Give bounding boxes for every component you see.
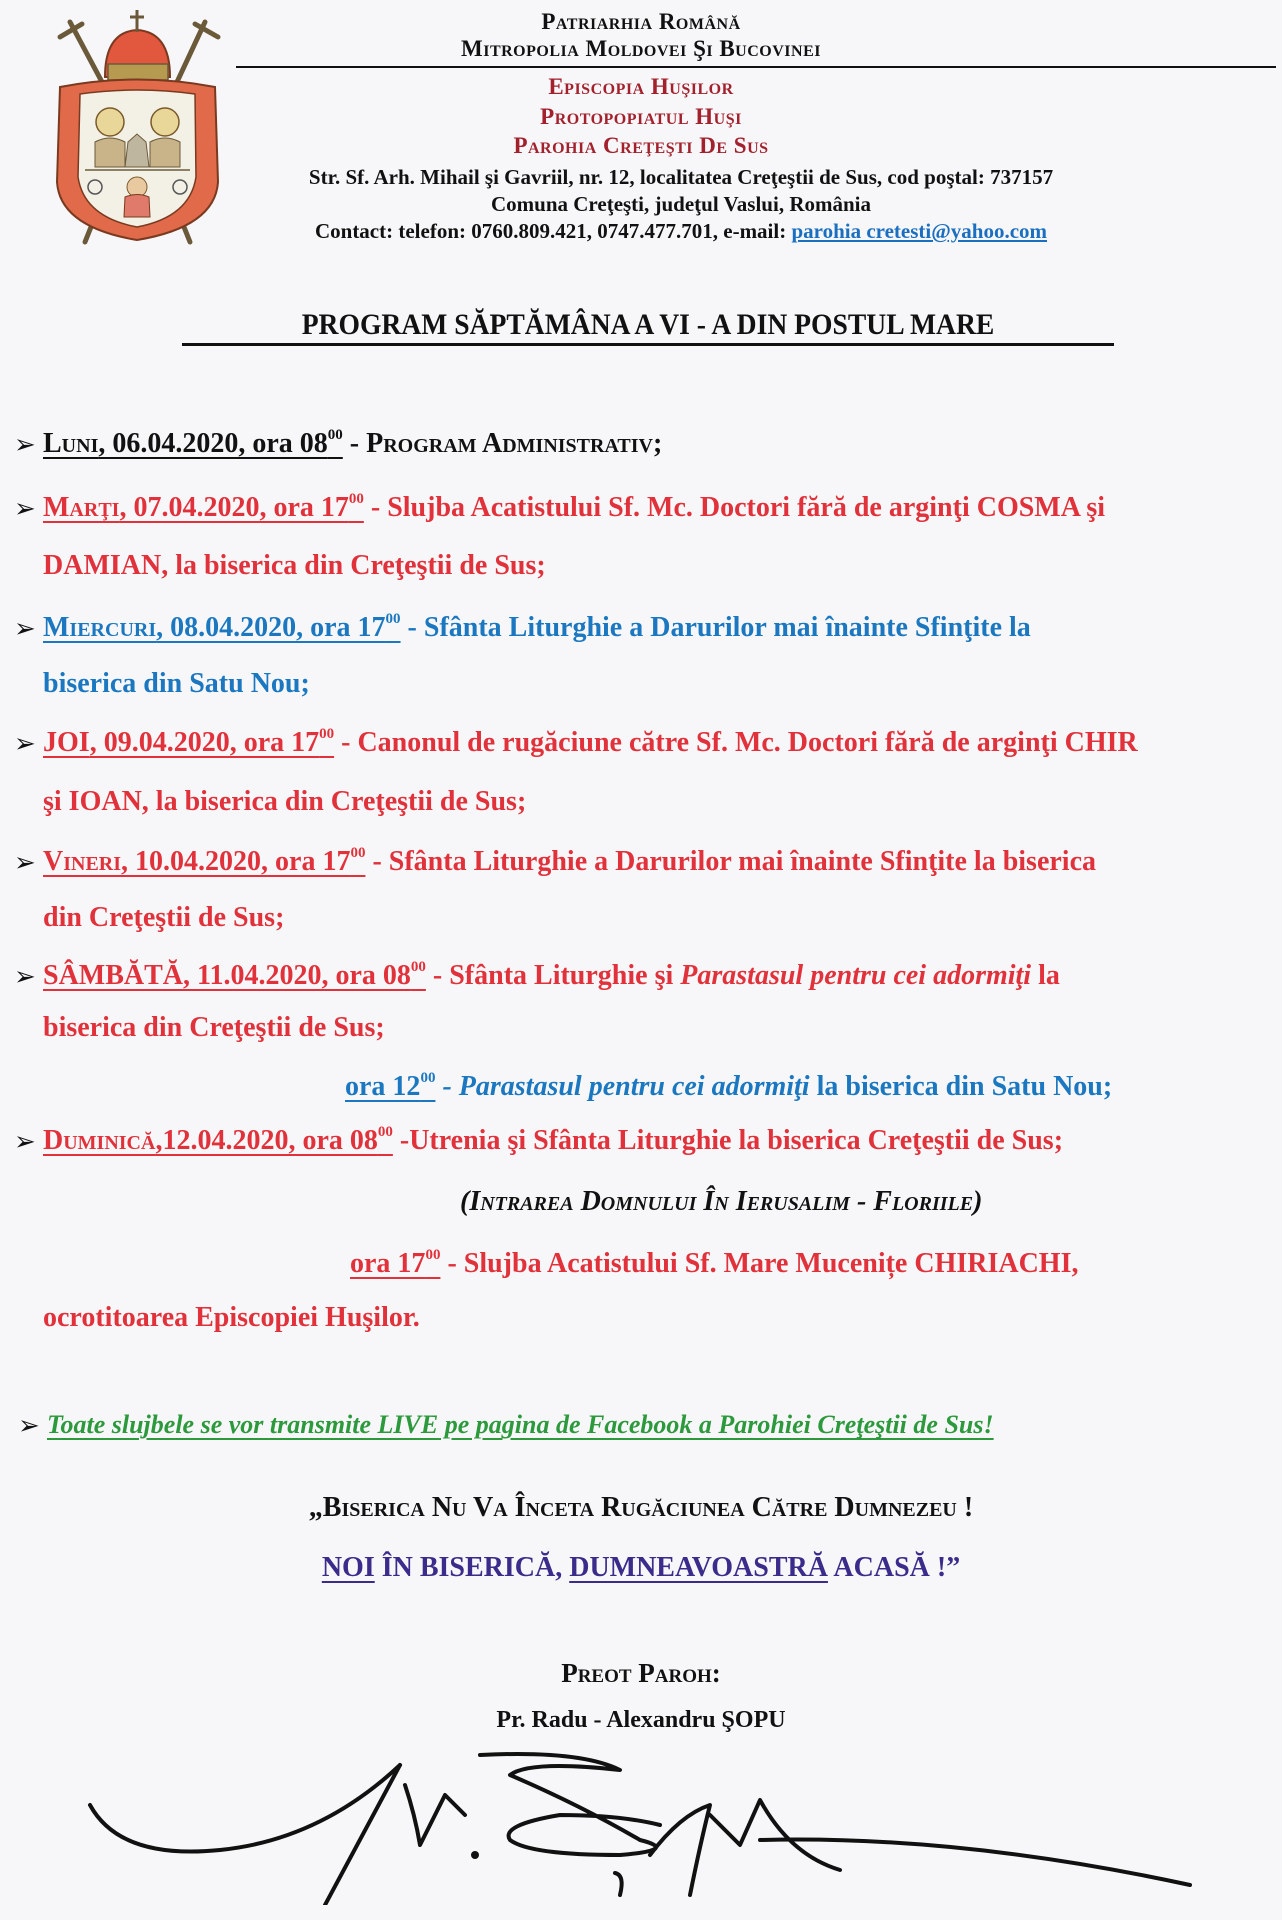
page-title: PROGRAM SĂPTĂMÂNA A VI - A DIN POSTUL MARE [301, 308, 995, 341]
motto-line1: „Biserica Nu Va Înceta Rugăciunea Către Dumnezeu ! [308, 1492, 974, 1523]
schedule-item-miercuri [43, 612, 1031, 644]
header-contact [250, 219, 1112, 244]
bullet-arrow-icon: ➢ [14, 494, 36, 524]
header-rule [236, 66, 1276, 68]
bullet-arrow-icon: ➢ [14, 1127, 36, 1157]
schedule-item-sambata-extra: ora $12^{00}$ - Parastasul pentru cei adormiţi la biserica din Satu Nou; [345, 1070, 1113, 1102]
title-underline [182, 343, 1114, 346]
schedule-item-sambata-cont: biserica din Creţeştii de Sus; [43, 1012, 385, 1043]
bullet-arrow-icon: ➢ [14, 848, 36, 878]
schedule-italic: Parastasul pentru cei adormiţi [680, 960, 1032, 991]
schedule-feast: (Intrarea Domnului În Ierusalim - Floriile) [460, 1186, 983, 1217]
header-address: Str. Sf. Arh. Mihail şi Gavriil, nr. 12, localitatea Creţeştii de Sus, cod poştal: 737157 [308, 165, 1054, 189]
schedule-item-joi-cont: şi IOAN, la biserica din Creţeştii de Sus; [43, 786, 527, 817]
header-parish: Parohia Creţeşti De Sus [513, 133, 769, 158]
schedule-description: - Slujba Acatistului Sf. Mc. Doctori fără de arginţi COSMA şi [363, 492, 1106, 523]
contact-label: Contact: telefon: 0760.809.421, 0747.477.701, e-mail: [314, 219, 792, 243]
live-notice: Toate slujbele se vor transmite LIVE pe pagina de Facebook a Parohiei Creţeştii de Sus! [47, 1410, 994, 1439]
bullet-arrow-icon: ➢ [14, 962, 36, 992]
signature-name: Pr. Radu - Alexandru ŞOPU [496, 1707, 786, 1733]
schedule-item-vineri [43, 846, 1096, 878]
schedule-description: - Program Administrativ; [342, 428, 663, 459]
header-commune: Comuna Creţeşti, judeţul Vaslui, România [491, 192, 871, 216]
handwritten-signature [60, 1745, 1220, 1905]
header-deanery: Protopopiatul Huşi [540, 104, 742, 129]
schedule-description: -Utrenia şi Sfânta Liturghie la biserica Creţeştii de Sus; [392, 1125, 1064, 1156]
header-patriarchate: Patriarhia Română [541, 9, 741, 34]
signature-role: Preot Paroh: [561, 1658, 721, 1688]
schedule-datetime: Miercuri, 08.04.2020, ora $17^{00}$ [43, 611, 401, 643]
email-link[interactable]: parohia cretesti@yahoo.com [791, 219, 1048, 243]
schedule-item-vineri-cont: din Creţeştii de Sus; [43, 902, 285, 933]
schedule-item-joi [43, 727, 1138, 759]
motto-line2: NOI ÎN BISERICĂ, DUMNEAVOASTRĂ ACASĂ !” [321, 1552, 961, 1583]
header-diocese: Episcopia Huşilor [548, 74, 734, 99]
schedule-item-luni [43, 428, 662, 460]
schedule-datetime: Luni, 06.04.2020, ora $08^{00}$ [43, 427, 343, 459]
schedule-description: - Sfânta Liturghie a Darurilor mai înainte Sfinţite la biserica [365, 846, 1097, 877]
schedule-time: ora $17^{00}$ [350, 1247, 441, 1279]
schedule-item-sambata: SÂMBĂTĂ, 11.04.2020, ora $08^{00}$ - Sfânta Liturghie şi Parastasul pentru cei adormiţi la [43, 959, 1060, 991]
bullet-arrow-icon: ➢ [18, 1411, 40, 1441]
schedule-datetime: Vineri, 10.04.2020, ora $17^{00}$ [43, 845, 366, 877]
motto-dumneavoastra: DUMNEAVOASTRĂ [569, 1552, 828, 1583]
bullet-arrow-icon: ➢ [14, 614, 36, 644]
schedule-datetime: Marţi, 07.04.2020, ora $17^{00}$ [43, 491, 364, 523]
motto-noi: NOI [321, 1552, 375, 1583]
schedule-item-miercuri-cont: biserica din Satu Nou; [43, 668, 310, 699]
schedule-description: - Sfânta Liturghie a Darurilor mai înainte Sfinţite la [400, 612, 1031, 643]
header-metropolis: Mitropolia Moldovei Şi Bucovinei [461, 36, 821, 61]
schedule-item-marti-cont: DAMIAN, la biserica din Creţeştii de Sus; [43, 550, 546, 581]
schedule-datetime: JOI, 09.04.2020, ora $17^{00}$ [43, 726, 335, 758]
schedule-description: - Canonul de rugăciune către Sf. Mc. Doctori fără de arginţi CHIR [334, 727, 1138, 758]
schedule-time: ora $12^{00}$ [345, 1070, 436, 1102]
bullet-arrow-icon: ➢ [14, 430, 36, 460]
schedule-item-duminica-extra: ora $17^{00}$ - Slujba Acatistului Sf. Mare Mucenițe CHIRIACHI, [350, 1247, 1079, 1279]
schedule-item-duminica-cont: ocrotitoarea Episcopiei Huşilor. [43, 1302, 420, 1333]
schedule-item-duminica [43, 1125, 1063, 1157]
schedule-item-marti [43, 492, 1253, 524]
schedule-datetime: Duminică,12.04.2020, ora $08^{00}$ [43, 1124, 393, 1156]
bullet-arrow-icon: ➢ [14, 729, 36, 759]
schedule-datetime: SÂMBĂTĂ, 11.04.2020, ora $08^{00}$ [43, 959, 426, 991]
